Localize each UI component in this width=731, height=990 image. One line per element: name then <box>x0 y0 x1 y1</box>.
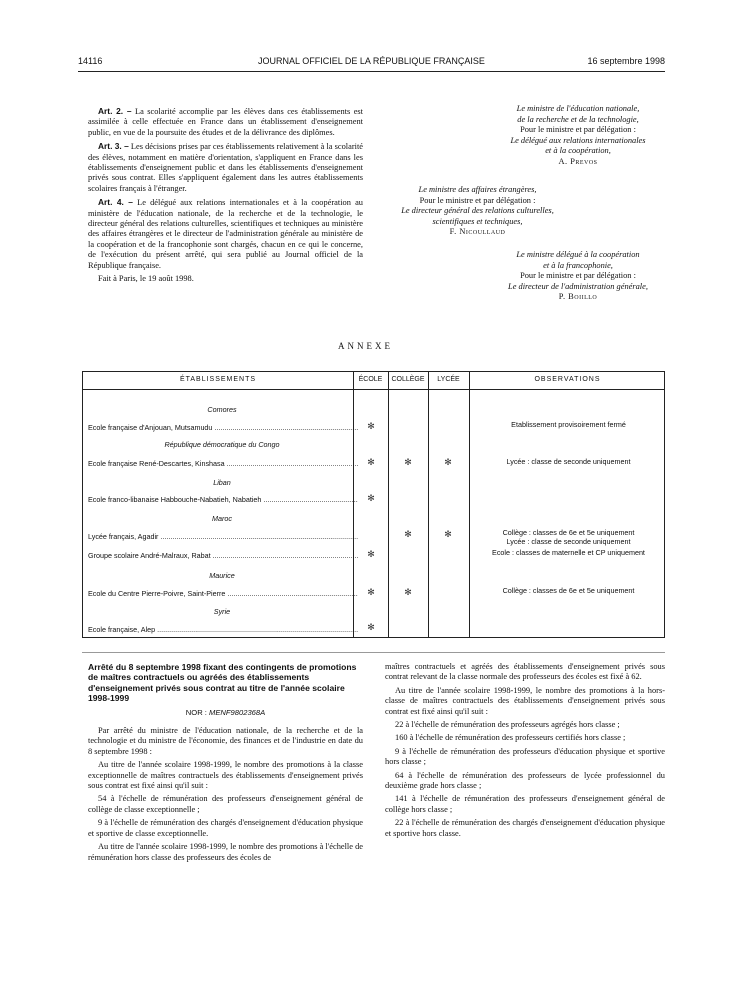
mark-ecole: ✻ <box>367 457 375 467</box>
observation: Lycée : classe de seconde uniquement <box>506 537 631 546</box>
paragraph: 64 à l'échelle de rémunération des professeurs de lycée professionnel du deuxième grade hors classe ; <box>385 770 665 791</box>
th-etablissements: ÉTABLISSEMENTS <box>179 376 257 383</box>
annexe-title: ANNEXE <box>338 341 393 351</box>
country-liban: Liban <box>213 478 231 487</box>
th-observations: OBSERVATIONS <box>534 376 601 383</box>
issue-date: 16 septembre 1998 <box>587 56 665 66</box>
mark-ecole: ✻ <box>367 622 375 632</box>
mark-ecole: ✻ <box>367 549 375 559</box>
mark-college: ✻ <box>404 587 412 597</box>
arrete-right-column <box>385 662 665 842</box>
header-rule <box>78 71 665 72</box>
paragraph: 22 à l'échelle de rémunération des professeurs agrégés hors classe ; <box>395 720 620 730</box>
table-row-name: Ecole française René-Descartes, Kinshasa ..... <box>88 459 358 468</box>
page-header <box>78 56 665 70</box>
country-maroc: Maroc <box>212 514 232 523</box>
mark-ecole: ✻ <box>367 421 375 431</box>
th-ecole: ÉCOLE <box>358 376 383 383</box>
th-lycee: LYCÉE <box>437 376 460 383</box>
article-3: Art. 3. – Les décisions prises par ces établissements relativement à la scolarité des élèves, notamment en matière d'orientation, s'appliquent en France dans les établissements d'enseignement public et dans les établissements d'enseignement privés sous contrat. Elles s'appliquent également dans les autres établissements scolaires français à l'étranger. <box>88 141 363 193</box>
mark-ecole: ✻ <box>367 493 375 503</box>
paragraph: 141 à l'échelle de rémunération des professeurs d'enseignement général de collège hors classe ; <box>385 794 665 814</box>
country-rdc: République démocratique du Congo <box>164 440 280 449</box>
paragraph: 160 à l'échelle de rémunération des professeurs certifiés hors classe ; <box>395 733 626 743</box>
mark-lycee: ✻ <box>444 457 452 467</box>
paragraph: 9 à l'échelle de rémunération des professeurs d'éducation physique et sportive hors classe ; <box>385 746 665 767</box>
paragraph: 9 à l'échelle de rémunération des chargés d'enseignement d'éducation physique et sportive de classe exceptionnelle. <box>88 818 363 838</box>
paragraph: Au titre de l'année scolaire 1998-1999, le nombre des promotions à la hors-classe de maîtres contractuels des établissements d'enseignement privés sous contrat est fixé ainsi qu'il suit : <box>385 685 665 716</box>
page-number: 14116 <box>78 56 103 66</box>
mark-ecole: ✻ <box>367 587 375 597</box>
journal-title: JOURNAL OFFICIEL DE LA RÉPUBLIQUE FRANÇAISE <box>258 56 485 66</box>
country-syrie: Syrie <box>213 607 231 616</box>
annexe-table <box>82 371 665 638</box>
th-college: COLLÈGE <box>391 376 425 383</box>
arrete-title: Arrêté du 8 septembre 1998 fixant des contingents de promotions de maîtres contractuels ou agréés des établissements d'enseignement privés sous contrat au titre de l'année scolaire 1998-1999 <box>88 662 357 704</box>
nor-line: NOR : MENF9802368A <box>185 707 266 717</box>
observation: Collège : classes de 6e et 5e uniquement <box>502 586 635 595</box>
mark-college: ✻ <box>404 457 412 467</box>
table-row-name: Ecole française d'Anjouan, Mutsamudu ..... <box>88 423 358 432</box>
observation: Lycée : classe de seconde uniquement <box>506 457 631 466</box>
observation: Collège : classes de 6e et 5e uniquement <box>502 528 635 537</box>
paragraph: 54 à l'échelle de rémunération des professeurs d'enseignement général de collège de classe exceptionnelle ; <box>88 794 363 814</box>
paragraph: Au titre de l'année scolaire 1998-1999, le nombre des promotions à l'échelle de rémunération hors classe des professeurs des écoles de <box>88 842 363 862</box>
table-row-name: Ecole du Centre Pierre-Poivre, Saint-Pierre ..... <box>88 589 358 598</box>
paragraph: Par arrêté du ministre de l'éducation nationale, de la recherche et de la technologie et du ministre de l'économie, des finances et de l'industrie en date du 8 septembre 1998 : <box>88 726 363 756</box>
arrete-left-column <box>88 662 363 866</box>
paragraph: Au titre de l'année scolaire 1998-1999, le nombre des promotions à la classe exceptionnelle de maîtres contractuels des établissements d'enseignement privés sous contrat est fixé ainsi qu'il suit : <box>88 760 363 791</box>
signature-block-3: Le ministre délégué à la coopération et à la francophonie, Pour le ministre et par délégation : Le directeur de l'administration générale, P. Boiillo <box>508 250 648 302</box>
paragraph: maîtres contractuels et agréés des établissements d'enseignement privés sous contrat relevant de la classe normale des professeurs des écoles est fixé à 62. <box>385 662 665 682</box>
article-4: Art. 4. – Le délégué aux relations internationales et à la coopération au ministère de l'éducation nationale, de la recherche et de la technologie, le directeur général des relations culturelles, scientifiques et techniques au ministère des affaires étrangères et le directeur de l'administration générale au ministère de la coopération et de la francophonie sont chargés, chacun en ce qui le concerne, de l'exécution du présent arrêté, qui sera publié au Journal officiel de la République française. <box>88 197 363 270</box>
mark-lycee: ✻ <box>444 529 452 539</box>
table-row-name: Groupe scolaire André-Malraux, Rabat ..... <box>88 551 358 560</box>
article-2: Art. 2. – La scolarité accomplie par les élèves dans ces établissements est assimilée à celle effectuée en France dans un établissement d'enseignement public, en vue de la poursuite des études et de la délivrance des diplômes. <box>88 106 364 137</box>
section-rule <box>82 652 665 653</box>
country-maurice: Maurice <box>209 571 235 580</box>
fait-a-paris: Fait à Paris, le 19 août 1998. <box>98 274 194 284</box>
signature-block-1: Le ministre de l'éducation nationale, de la recherche et de la technologie, Pour le ministre et par délégation : Le délégué aux relations internationales et à la coopération, A. Prevos <box>510 104 646 166</box>
mark-college: ✻ <box>404 529 412 539</box>
observation: Ecole : classes de maternelle et CP uniquement <box>492 548 645 557</box>
signature-block-2: Le ministre des affaires étrangères, Pour le ministre et par délégation : Le directeur général des relations culturelles, scientifiques et techniques, F. Nicoullaud <box>401 185 554 237</box>
country-comores: Comores <box>207 405 237 414</box>
table-row-name: Ecole franco-libanaise Habbouche-Nabatieh, Nabatieh ..... <box>88 495 358 504</box>
paragraph: 22 à l'échelle de rémunération des chargés d'enseignement d'éducation physique et sportive hors classe. <box>385 818 665 838</box>
table-row-name: Ecole française, Alep ..... <box>88 625 358 634</box>
table-row-name: Lycée français, Agadir ..... <box>88 532 358 541</box>
articles-column <box>88 106 363 288</box>
observation: Etablissement provisoirement fermé <box>511 420 626 429</box>
